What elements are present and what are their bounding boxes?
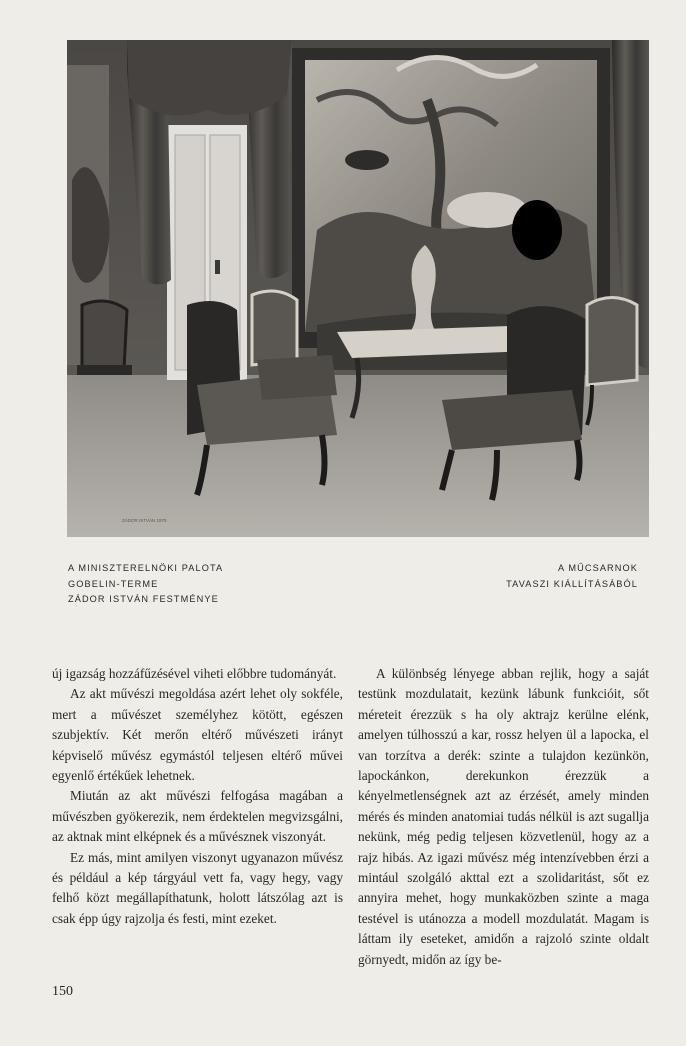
paragraph: A különbség lényege abban rejlik, hogy a saját testünk mozdulatait, kezünk lábunk funkcióit, sőt méreteit érezzük s ha oly aktrajz kerülne elénk, amelyen túlhosszú a kar, rossz helyen ül a lapocka, el van torzítva a derék: szinte a tulajdon kezünkön, lapockánkon, derekunkon érezzük a kényelmetlenségnek azt az érzését, amely minden mérés és minden anatomiai tudás nélkül is azt sugallja nekünk, még pedig teljesen közvetlenül, hogy az a rajz hibás. Az igazi művész még intenzívebben érzi a mintául szolgáló akttal ezt a szolidaritást, sőt ez annyira mehet, hogy munkaközben szinte a maga testével is utánozza a modell mozdulatát. Magam is láttam ily eseteket, amidőn a rajzoló szinte oldalt görnyedt, midőn az így be- xyxy=(358,666,649,967)
caption-left-line1: A MINISZTERELNÖKI PALOTA xyxy=(68,563,224,573)
text-column-right xyxy=(358,664,649,970)
caption-left-line3: ZÁDOR ISTVÁN FESTMÉNYE xyxy=(68,594,219,604)
paragraph: Ez más, mint amilyen viszonyt ugyanazon művész és például a kép tárgyául vett fa, vagy hegy, vagy felhő közt megállapíthatunk, holott látszólag azt is csak épp úgy rajzolja és festi, mint ezeket. xyxy=(52,849,343,926)
caption-right-line2: TAVASZI KIÁLLÍTÁSÁBÓL xyxy=(506,578,638,589)
caption-left xyxy=(68,561,223,608)
painting-reproduction xyxy=(67,40,649,537)
paragraph: Az akt művészi megoldása azért lehet oly sokféle, mert a művészet személyhez kötött, egészen szubjektív. Két merőn eltérő művészeti irányt képviselő művész egymástól teljesen eltérő művei egyenlő értékűek lehetnek. xyxy=(52,686,343,784)
caption-right xyxy=(506,561,638,592)
text-column-left xyxy=(52,664,343,929)
painting-image xyxy=(67,40,649,537)
page-number: 150 xyxy=(52,984,73,999)
paragraph: új igazság hozzáfűzésével viheti előbbre tudományát. xyxy=(52,666,337,681)
paragraph: Miután az akt művészi felfogása magában a művészben gyökerezik, nem érdektelen megvizsgálni, az aktnak mint elképnek és a művésznek viszonyát. xyxy=(52,788,343,845)
painting-signature: ZÁDOR ISTVÁN 1975 xyxy=(122,518,167,523)
caption-left-line2: GOBELIN-TERME xyxy=(68,578,159,589)
caption-right-line1: A MŰCSARNOK xyxy=(558,563,638,573)
